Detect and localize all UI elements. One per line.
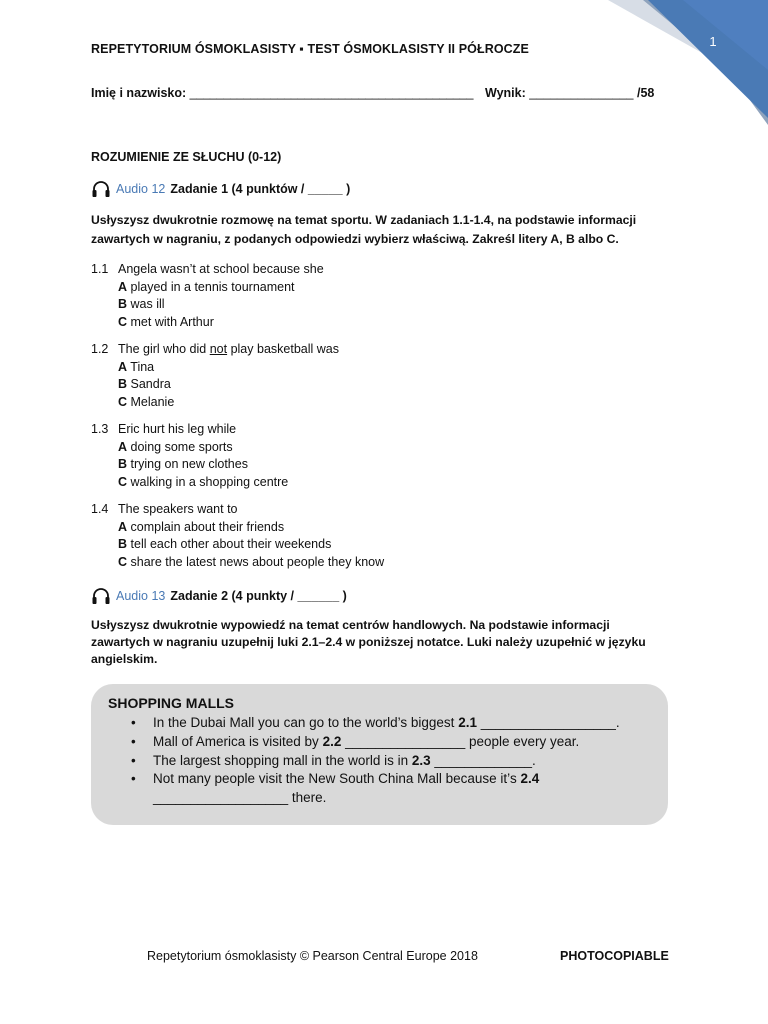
question-1-3: [91, 421, 288, 491]
option-a: A complain about their friends: [118, 519, 285, 534]
underlined-word: not: [209, 342, 228, 356]
question-stem: Angela wasn’t at school because she: [118, 262, 324, 276]
task2-instructions: Usłyszysz dwukrotnie wypowiedź na temat centrów handlowych. Na podstawie informacji zawartych w nagraniu uzupełnij luki 2.1–2.4 w poniższej notatce. Luki należy uzupełnić w języku angielskim.: [91, 618, 646, 666]
option-b: B Sandra: [118, 377, 171, 392]
question-stem: The speakers want to: [118, 502, 238, 516]
corner-decoration: [588, 0, 768, 125]
score-label: Wynik:: [485, 86, 526, 100]
name-label: Imię i nazwisko:: [91, 86, 187, 100]
note-list: [129, 714, 654, 808]
task1-audio-label: Audio 12: [116, 182, 166, 196]
score-field: [485, 86, 654, 100]
question-number: 1.1: [91, 262, 109, 276]
task2-heading: [91, 587, 347, 605]
option-b: B tell each other about their weekends: [118, 537, 332, 552]
question-number: 1.4: [91, 502, 109, 516]
question-number: 1.2: [91, 342, 109, 356]
question-stem: Eric hurt his leg while: [118, 422, 237, 436]
name-blank: __________________________________________: [189, 86, 474, 100]
option-a: A Tina: [118, 359, 155, 374]
headphones-icon: [91, 180, 111, 198]
note-item-2-1: • In the Dubai Mall you can go to the world’s biggest 2.1 __________________.: [131, 715, 620, 730]
note-item-2-4: • Not many people visit the New South China Mall because it’s 2.4 __________________ there.: [131, 771, 540, 806]
score-blank: _______________: [529, 86, 634, 100]
option-c: C Melanie: [118, 394, 175, 409]
option-a: A doing some sports: [118, 439, 233, 454]
footer-copyright: Repetytorium ósmoklasisty © Pearson Central Europe 2018: [147, 949, 478, 963]
page-number: 1: [709, 34, 717, 49]
question-1-4: [91, 501, 384, 571]
task1-instructions: Usłyszysz dwukrotnie rozmowę na temat sportu. W zadaniach 1.1-1.4, na podstawie informacji zawartych w nagraniu, z podanych odpowiedzi wybierz właściwą. Zakreśl litery A, B albo C.: [91, 213, 637, 246]
option-b: B trying on new clothes: [118, 457, 248, 472]
note-title: SHOPPING MALLS: [108, 695, 235, 711]
headphones-icon: [91, 587, 111, 605]
question-1-1: [91, 261, 324, 331]
task1-title: Zadanie 1 (4 punktów / _____ ): [170, 182, 351, 196]
note-item-2-2: • Mall of America is visited by 2.2 ________________ people every year.: [131, 733, 580, 749]
shopping-malls-note: [91, 684, 668, 825]
option-b: B was ill: [118, 297, 165, 312]
task2-title: Zadanie 2 (4 punkty / ______ ): [170, 589, 347, 603]
option-c: C walking in a shopping centre: [118, 474, 289, 489]
document-title: REPETYTORIUM ÓSMOKLASISTY ▪ TEST ÓSMOKLASISTY II PÓŁROCZE: [91, 42, 529, 56]
task2-audio-label: Audio 13: [116, 589, 166, 603]
option-c: C met with Arthur: [118, 314, 214, 329]
task1-heading: [91, 180, 350, 198]
score-total: /58: [637, 86, 655, 100]
question-number: 1.3: [91, 422, 109, 436]
question-1-2: [91, 341, 339, 411]
option-c: C share the latest news about people they know: [118, 554, 385, 569]
section-title: ROZUMIENIE ZE SŁUCHU (0-12): [91, 150, 282, 164]
name-field: [91, 86, 473, 100]
option-a: A played in a tennis tournament: [118, 279, 295, 294]
note-item-2-3: • The largest shopping mall in the world is in 2.3 _____________.: [131, 752, 536, 768]
footer-photocopiable: PHOTOCOPIABLE: [560, 949, 669, 963]
question-stem: The girl who did not play basketball was: [118, 342, 339, 356]
